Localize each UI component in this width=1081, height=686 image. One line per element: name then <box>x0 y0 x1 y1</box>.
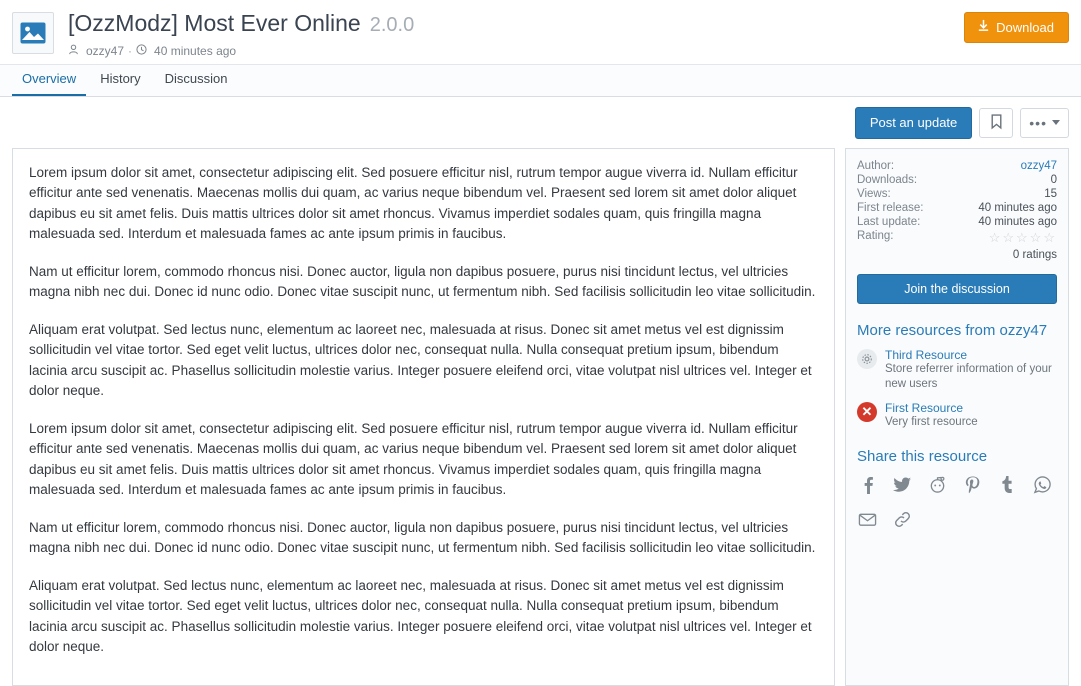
rating-label: Rating: <box>857 229 894 242</box>
info-label: Last update: <box>857 215 921 228</box>
rating-stars[interactable] <box>949 229 1057 247</box>
more-options-button[interactable] <box>1020 108 1069 138</box>
release-time: 40 minutes ago <box>154 44 237 58</box>
info-label: First release: <box>857 201 924 214</box>
resource-entry <box>885 348 1057 392</box>
info-value: 40 minutes ago <box>978 215 1057 228</box>
resource-sidebar <box>845 148 1069 686</box>
table-row <box>857 201 1057 215</box>
post-update-button[interactable]: Post an update <box>855 107 972 139</box>
table-row <box>857 173 1057 187</box>
info-value: 0 <box>1050 173 1057 186</box>
sidebar-author-link[interactable]: ozzy47 <box>1020 159 1057 172</box>
download-icon <box>977 19 990 36</box>
twitter-icon[interactable] <box>892 474 913 495</box>
tab-discussion[interactable]: Discussion <box>164 71 228 87</box>
gear-icon <box>857 349 877 369</box>
overview-paragraph: Lorem ipsum dolor sit amet, consectetur adipiscing elit. Sed posuere efficitur nisl, rutrum tempor augue viverra id. Nullam efficitur efficitur ante sed venenatis. Maecenas mollis dui quam, ac varius neque bibendum vel. Praesent sed lorem sit amet dolor aliquet dapibus eu sit amet felis. Duis mattis ultrices dolor sit amet rhoncus. Vivamus imperdiet sodales quam, quis fringilla magna malesuada sed. Interdum et malesuada fames ac ante ipsum primis in faucibus. <box>29 164 798 242</box>
pinterest-icon[interactable] <box>962 474 983 495</box>
overview-paragraph: Nam ut efficitur lorem, commodo rhoncus nisi. Donec auctor, ligula non dapibus posuere, purus nisi tincidunt lectus, vel ultricies magna nibh nec dui. Donec id nunc odio. Donec vitae suscipit nunc, ut fermentum nibh. Sed facilisis sollicitudin leo vitae sollicitudin. <box>29 519 816 556</box>
whatsapp-icon[interactable] <box>1032 474 1053 495</box>
info-label: Author: <box>857 159 895 172</box>
table-row <box>857 229 1057 247</box>
action-bar <box>0 97 1081 148</box>
facebook-icon[interactable] <box>857 474 878 495</box>
download-button[interactable] <box>964 12 1069 43</box>
info-value: 15 <box>1044 187 1057 200</box>
resource-description: Very first resource <box>885 415 978 428</box>
chevron-down-icon <box>1052 120 1060 125</box>
info-label: Downloads: <box>857 173 918 186</box>
resource-link[interactable]: Third Resource <box>885 347 968 362</box>
page-body <box>0 148 1081 686</box>
tab-bar <box>0 64 1081 97</box>
user-icon <box>68 44 79 58</box>
title-row <box>68 10 964 37</box>
meta-separator: · <box>128 44 133 58</box>
overview-content <box>12 148 835 686</box>
email-icon[interactable] <box>857 509 878 530</box>
info-label: Views: <box>857 187 891 200</box>
author-link[interactable]: ozzy47 <box>86 44 125 58</box>
overview-paragraph: Aliquam erat volutpat. Sed lectus nunc, elementum ac laoreet nec, malesuada at risus. Donec sit amet metus vel est dignissim sollicitudin vel vitae tortor. Sed eget velit luctus, ultrices dolor nec, consequat nulla. Nulla consequat pretium ipsum, bibendum lacinia arcu suscipit ac. Phasellus sollicitudin molestie varius. Integer posuere eleifend orci, vitae volutpat nisl ultrices vel. Integer et dolor neque. <box>29 321 812 399</box>
clock-icon <box>136 44 147 58</box>
more-resources-heading: More resources from ozzy47 <box>857 321 1048 339</box>
join-discussion-button[interactable]: Join the discussion <box>857 274 1057 304</box>
resource-description: Store referrer information of your new users <box>885 362 1052 390</box>
ratings-count: 0 ratings <box>1012 248 1057 261</box>
info-value: 40 minutes ago <box>978 201 1057 214</box>
share-icon-row <box>857 474 1057 530</box>
reddit-icon[interactable] <box>927 474 948 495</box>
tab-overview[interactable]: Overview <box>12 63 86 96</box>
resource-info-table <box>857 159 1057 247</box>
overview-paragraph: Lorem ipsum dolor sit amet, consectetur adipiscing elit. Sed posuere efficitur nisl, rutrum tempor augue viverra id. Nullam efficitur efficitur ante sed venenatis. Maecenas mollis dui quam, ac varius neque bibendum vel. Praesent sed lorem sit amet dolor aliquet dapibus eu sit amet felis. Duis mattis ultrices dolor sit amet rhoncus. Vivamus imperdiet sodales quam, quis fringilla magna malesuada sed. Interdum et malesuada fames ac ante ipsum primis in faucibus. <box>29 420 798 498</box>
header-actions <box>964 10 1069 43</box>
overview-paragraph: Aliquam erat volutpat. Sed lectus nunc, elementum ac laoreet nec, malesuada at risus. Donec sit amet metus vel est dignissim sollicitudin vel vitae tortor. Sed eget velit luctus, ultrices dolor nec, consequat nulla. Nulla consequat pretium ipsum, bibendum lacinia arcu suscipit ac. Phasellus sollicitudin molestie varius. Integer posuere eleifend orci, vitae volutpat nisl ultrices vel. Integer et dolor neque. <box>29 577 812 655</box>
table-row <box>857 215 1057 229</box>
resource-version: 2.0.0 <box>369 14 415 36</box>
list-item[interactable] <box>857 348 1057 392</box>
header-text-block <box>54 10 964 58</box>
download-label: Download <box>996 19 1054 35</box>
share-resource-heading: Share this resource <box>857 448 988 466</box>
link-icon[interactable] <box>892 509 913 530</box>
more-dots-icon: ••• <box>1029 114 1047 131</box>
table-row <box>857 159 1057 173</box>
resource-header <box>0 0 1081 64</box>
list-item[interactable] <box>857 401 1057 430</box>
page-title: [OzzModz] Most Ever Online <box>68 10 361 36</box>
overview-paragraph: Nam ut efficitur lorem, commodo rhoncus nisi. Donec auctor, ligula non dapibus posuere, purus nisi tincidunt lectus, vel ultricies magna nibh nec dui. Donec id nunc odio. Donec vitae suscipit nunc, ut fermentum nibh. Sed facilisis sollicitudin leo vitae sollicitudin. <box>29 263 816 300</box>
bookmark-icon <box>990 114 1003 132</box>
tumblr-icon[interactable] <box>997 474 1018 495</box>
resource-image-icon <box>12 12 54 54</box>
bookmark-button[interactable] <box>979 108 1013 138</box>
resource-meta <box>68 44 964 58</box>
table-row <box>857 187 1057 201</box>
resource-link[interactable]: First Resource <box>885 400 964 415</box>
x-circle-icon: ✕ <box>857 402 877 422</box>
info-value <box>949 159 1057 173</box>
resource-entry <box>885 401 978 430</box>
star-rating-icon: ☆☆☆☆☆ <box>988 229 1057 245</box>
tab-history[interactable]: History <box>100 71 141 87</box>
more-resources-list <box>857 348 1057 431</box>
